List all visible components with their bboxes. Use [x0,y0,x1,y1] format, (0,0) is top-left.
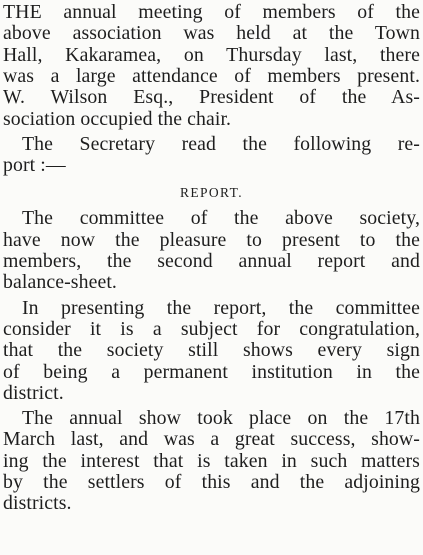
text-line: consider it is a subject for congratulation, [3,318,420,340]
text-line: was a large attendance of members present. [3,65,420,87]
text-line: sociation occupied the chair. [3,108,232,130]
text-line: members, the second annual report and [3,250,420,272]
text-line: have now the pleasure to present to the [3,229,420,251]
text-line: March last, and was a great success, show- [3,428,420,450]
text-line: district. [3,382,64,404]
text-line: THE annual meeting of members of the [3,1,420,23]
text-line: that the society still shows every sign [3,339,420,361]
text-line: The Secretary read the following re- [22,133,420,155]
text-line: port :— [3,154,66,176]
text-line: ing the interest that is taken in such matters [3,450,420,472]
text-line: In presenting the report, the committee [22,297,420,319]
text-line: balance-sheet. [3,271,117,293]
text-line: by the settlers of this and the adjoining [3,471,420,493]
text-line: The annual show took place on the 17th [22,407,420,429]
text-line: W. Wilson Esq., President of the As- [3,86,420,108]
text-line: Hall, Kakaramea, on Thursday last, there [3,44,420,66]
text-line: The committee of the above society, [22,207,420,229]
text-line: districts. [3,492,72,514]
text-line: of being a permanent institution in the [3,361,420,383]
text-line: above association was held at the Town [3,22,420,44]
report-heading: REPORT. [179,185,244,201]
